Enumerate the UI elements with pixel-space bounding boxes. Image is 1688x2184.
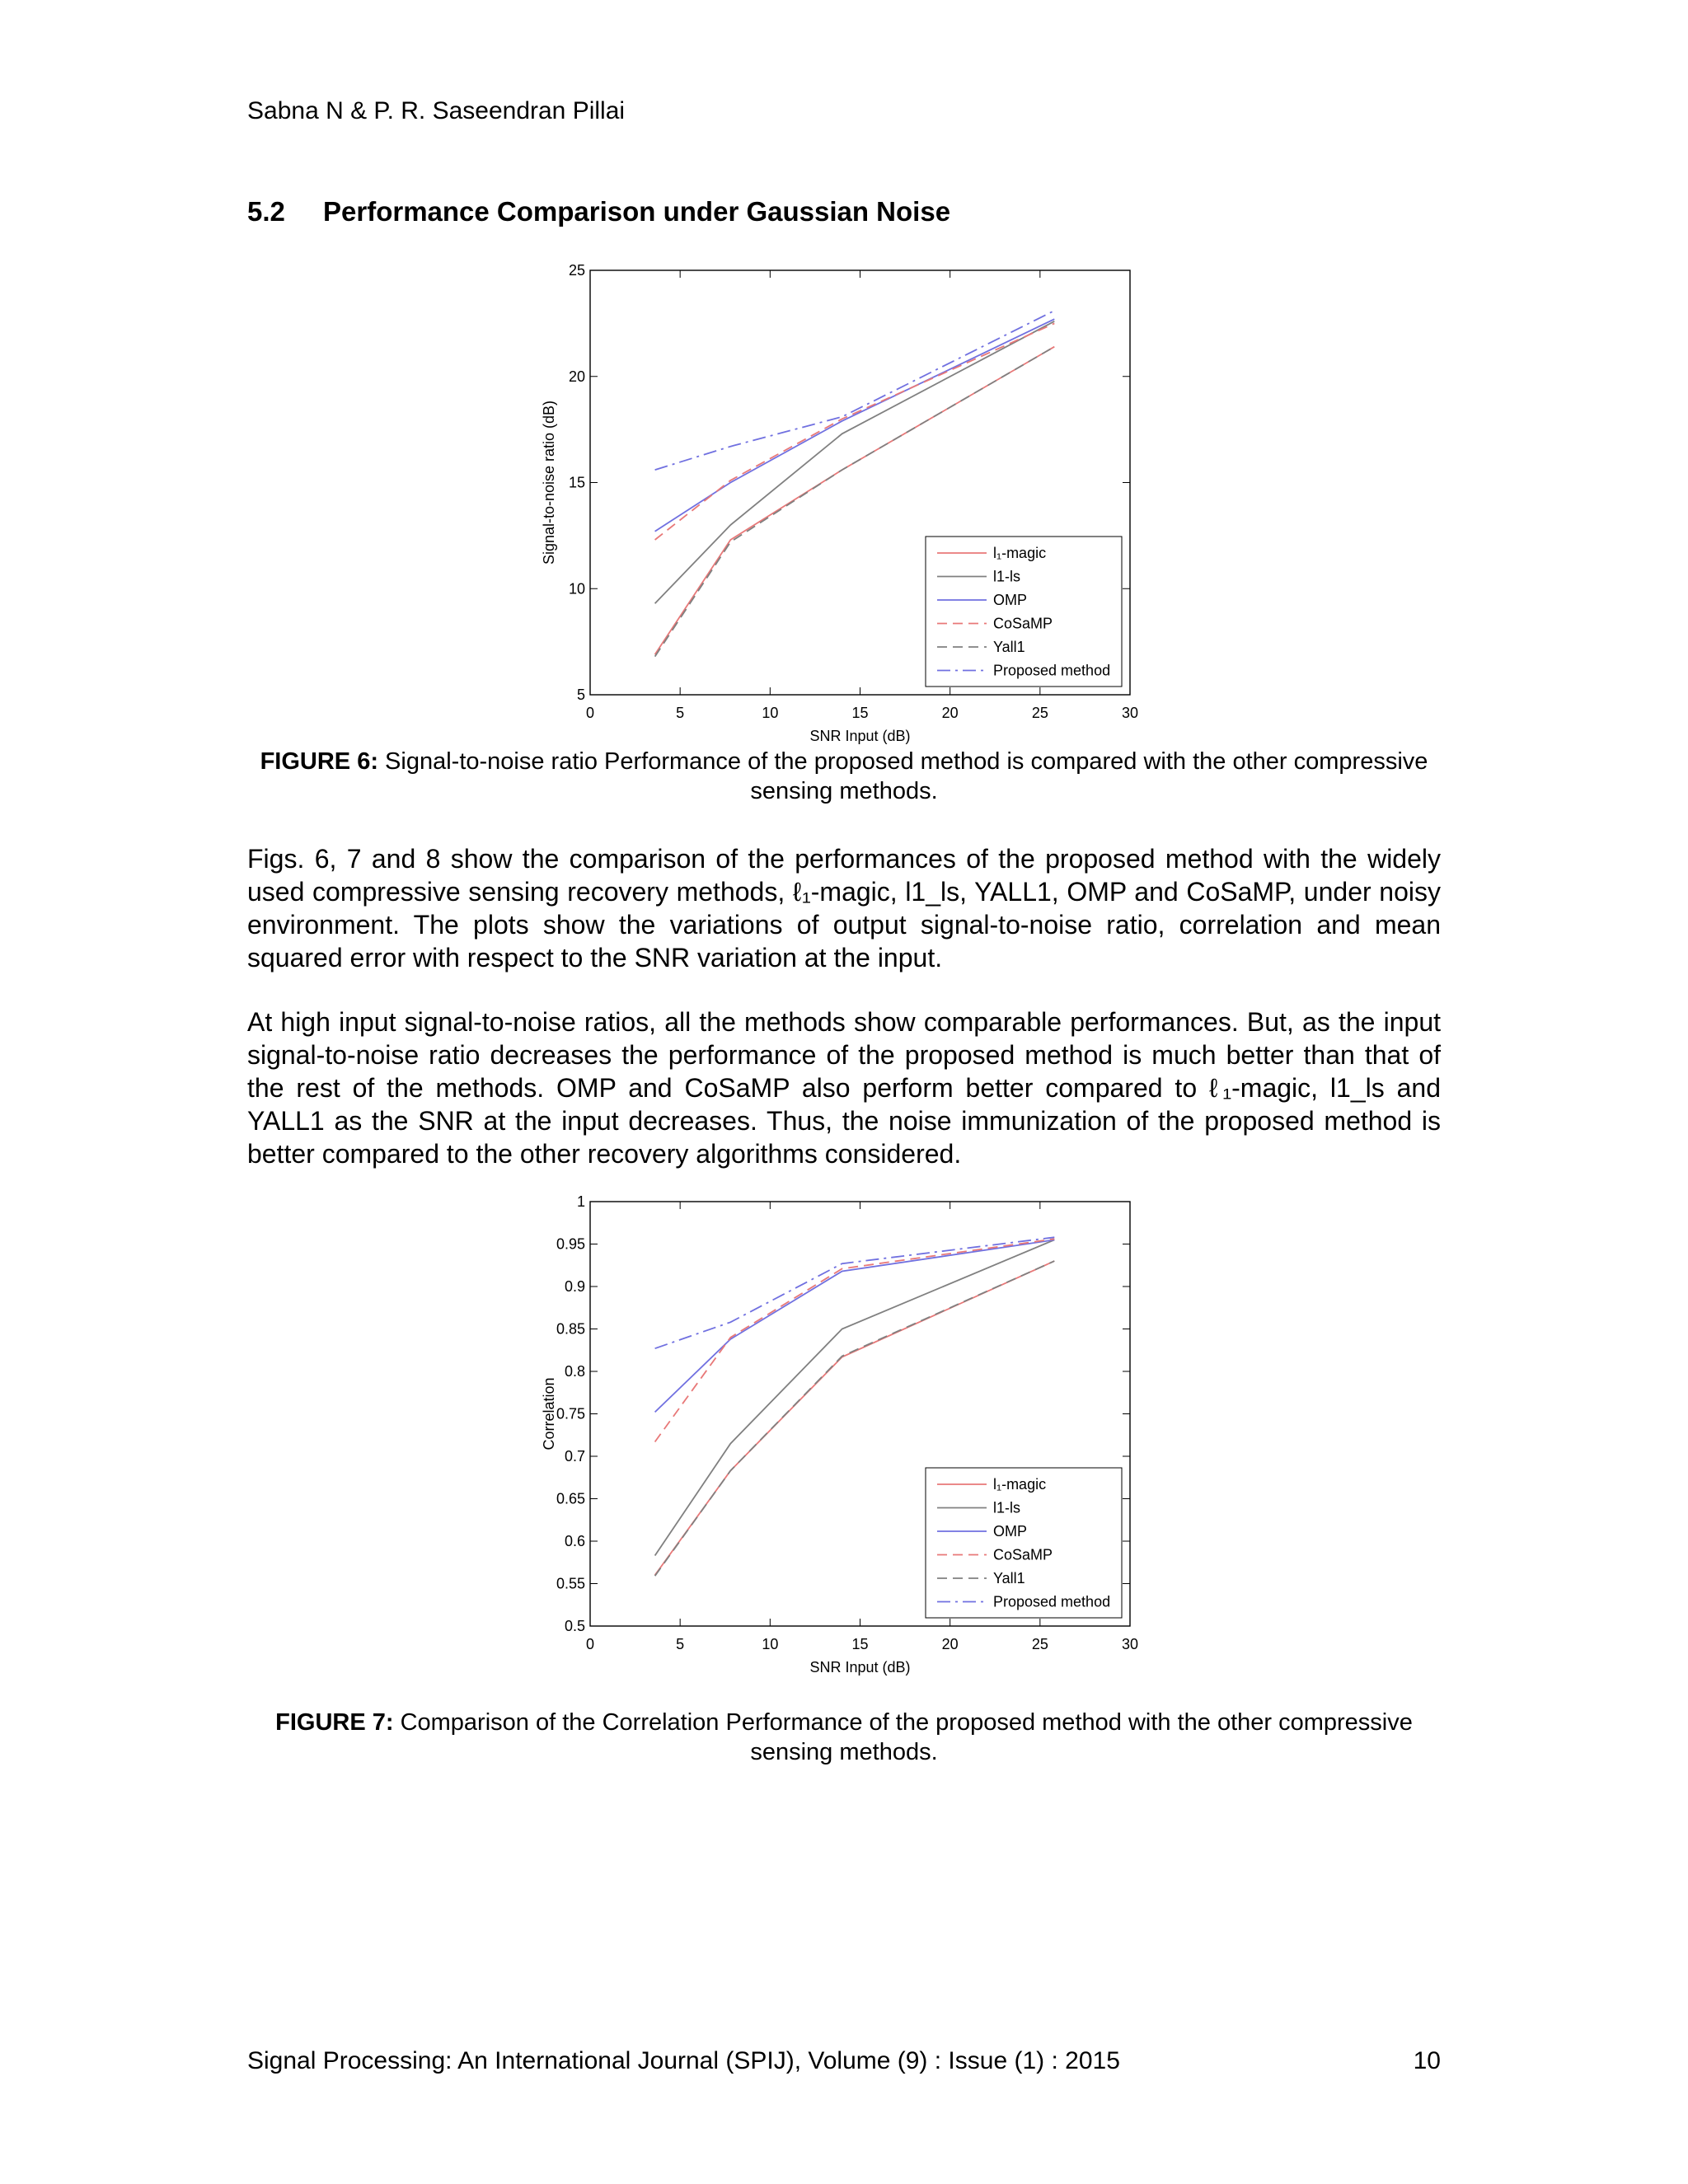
x-tick-label: 5	[676, 705, 685, 721]
legend-entry: l1-ls	[993, 1499, 1021, 1516]
y-tick-label: 0.6	[564, 1533, 585, 1549]
section-heading	[247, 196, 950, 227]
legend-entry: CoSaMP	[993, 615, 1053, 632]
y-tick-label: 0.5	[564, 1618, 585, 1634]
y-tick-label: 15	[568, 474, 585, 491]
y-tick-label: 0.85	[556, 1320, 585, 1338]
y-tick-label: 25	[568, 262, 585, 279]
paragraph-1: Figs. 6, 7 and 8 show the comparison of the performances of the proposed method with the widely used compressive sensing recovery methods, ℓ₁-magic, l1_ls, YALL1, OMP and CoSaMP, under noisy environment. The plots show the variations of output signal-to-noise ratio, correlation and mean squared error with respect to the SNR variation at the input.	[247, 844, 1441, 972]
footer-page-number: 10	[1413, 2047, 1441, 2074]
y-axis-label: Signal-to-noise ratio (dB)	[541, 400, 557, 565]
legend-entry: Yall1	[993, 639, 1025, 655]
y-tick-label: 20	[568, 368, 585, 385]
x-axis-label: SNR Input (dB)	[809, 728, 911, 744]
y-tick-label: 5	[576, 687, 585, 703]
legend-entry: Proposed method	[993, 1593, 1111, 1610]
x-tick-label: 30	[1121, 705, 1139, 721]
section-title: Performance Comparison under Gaussian Noise	[323, 196, 951, 227]
legend-entry: OMP	[993, 1523, 1028, 1540]
figure-7-caption	[247, 1708, 1441, 1767]
figure-6-label: FIGURE 6:	[260, 748, 378, 775]
legend-entry: Proposed method	[993, 662, 1111, 679]
x-tick-label: 25	[1031, 705, 1048, 721]
footer-journal: Signal Processing: An International Journal (SPIJ), Volume (9) : Issue (1) : 2015	[247, 2047, 1120, 2074]
x-tick-label: 20	[941, 1636, 959, 1652]
legend-entry: OMP	[993, 592, 1028, 608]
paragraph-2: At high input signal-to-noise ratios, all the methods show comparable performances. But, as the input signal-to-noise ratio decreases the performance of the proposed method is much better than that of the rest of the methods. OMP and CoSaMP also perform better compared to ℓ₁-magic, l1_ls and YALL1 as the SNR at the input decreases. Thus, the noise immunization of the proposed method is better compared to the other recovery algorithms considered.	[247, 1007, 1441, 1169]
figure-7-label: FIGURE 7:	[275, 1709, 394, 1736]
y-tick-label: 0.95	[556, 1235, 585, 1253]
legend-entry: l₁-magic	[993, 1476, 1047, 1493]
y-tick-label: 10	[568, 580, 585, 598]
x-tick-label: 0	[585, 705, 595, 721]
y-tick-label: 0.75	[556, 1405, 585, 1422]
legend-entry: l₁-magic	[993, 545, 1047, 561]
legend-entry: CoSaMP	[993, 1546, 1053, 1563]
figure-7-text: Comparison of the Correlation Performance of the proposed method with the other compressive sensing methods.	[393, 1709, 1413, 1765]
y-tick-label: 0.8	[564, 1363, 585, 1380]
legend-entry: Yall1	[993, 1570, 1025, 1586]
correlation-chart	[511, 1187, 1137, 1681]
y-tick-label: 0.65	[556, 1490, 585, 1507]
running-header: Sabna N & P. R. Saseendran Pillai	[247, 97, 626, 124]
x-tick-label: 30	[1121, 1636, 1139, 1652]
y-tick-label: 0.9	[564, 1278, 585, 1295]
figure-6-caption	[247, 747, 1441, 806]
x-tick-label: 0	[585, 1636, 595, 1652]
y-axis-label: Correlation	[541, 1377, 557, 1451]
snr-chart	[511, 255, 1137, 750]
x-tick-label: 25	[1031, 1636, 1048, 1652]
section-number: 5.2	[247, 196, 285, 227]
figure-6-text: Signal-to-noise ratio Performance of the proposed method is compared with the other compressive sensing methods.	[377, 748, 1428, 804]
x-tick-label: 5	[676, 1636, 685, 1652]
x-tick-label: 15	[851, 705, 869, 721]
y-tick-label: 0.7	[564, 1448, 585, 1465]
y-tick-label: 1	[576, 1193, 585, 1210]
y-tick-label: 0.55	[556, 1575, 585, 1592]
legend-entry: l1-ls	[993, 568, 1021, 585]
x-axis-label: SNR Input (dB)	[809, 1659, 911, 1675]
x-tick-label: 20	[941, 705, 959, 721]
x-tick-label: 15	[851, 1636, 869, 1652]
x-tick-label: 10	[762, 705, 779, 721]
x-tick-label: 10	[762, 1636, 779, 1652]
